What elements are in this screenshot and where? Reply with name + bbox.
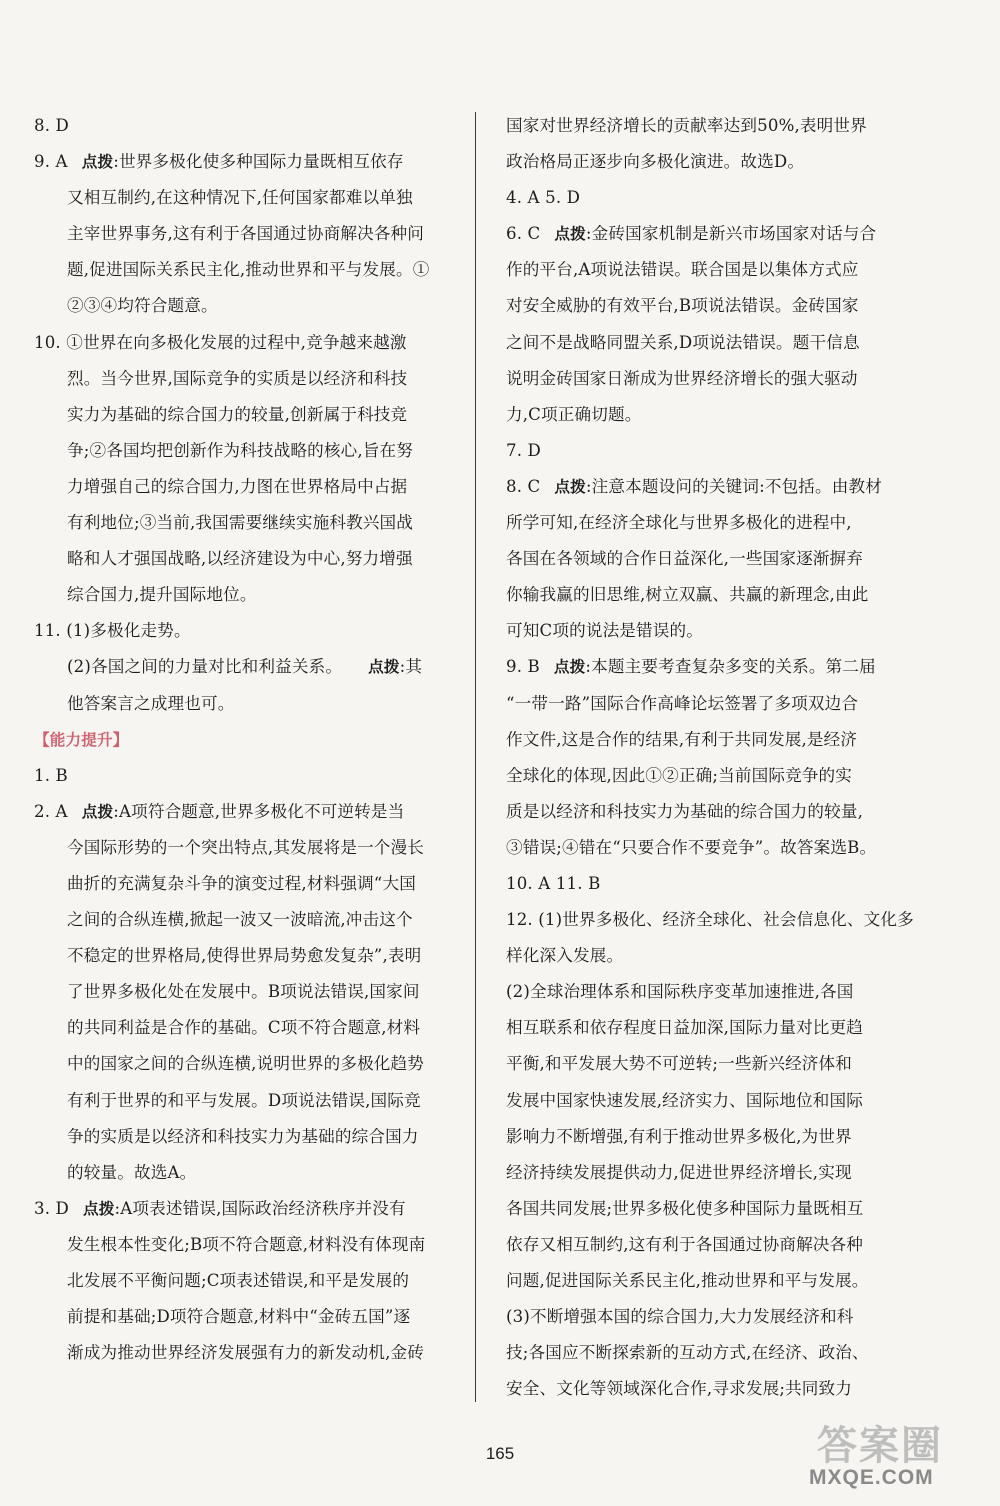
text-line [34, 938, 458, 974]
line-text: 6. C [506, 224, 541, 244]
text-line [506, 1371, 930, 1407]
line-text: (3)不断增强本国的综合国力,大力发展经济和科 [506, 1307, 854, 1327]
line-text: 质是以经济和科技实力为基础的综合国力的较量, [506, 801, 864, 821]
text-line [506, 758, 930, 794]
watermark-site: MXQE.COM [809, 1466, 934, 1489]
line-text: 8. D [34, 116, 70, 135]
text-line [34, 1227, 458, 1263]
text-line [506, 252, 930, 288]
text-line [506, 216, 930, 252]
text-line [34, 1191, 458, 1227]
line-text: 发生根本性变化;B项不符合题意,材料没有体现南 [67, 1234, 426, 1254]
watermark-logo: 答案圈 [817, 1423, 943, 1469]
text-line [34, 1155, 458, 1191]
text-line [506, 1263, 930, 1299]
line-text: 今国际形势的一个突出特点,其发展将是一个漫长 [67, 837, 425, 857]
line-text: 力增强自己的综合国力,力图在世界格局中占据 [67, 476, 408, 496]
text-line [34, 180, 458, 216]
line-text: 2. A [34, 801, 68, 821]
text-line [34, 469, 458, 505]
text-line [34, 686, 458, 722]
line-text: 渐成为推动世界经济发展强有力的新发动机,金砖 [67, 1343, 425, 1363]
text-line [506, 722, 930, 758]
text-line [34, 830, 458, 866]
line-text: 国家对世界经济增长的贡献率达到50%,表明世界 [506, 116, 867, 135]
text-line [34, 397, 458, 433]
line-text: 的较量。故选A。 [67, 1162, 197, 1182]
text-line [34, 252, 458, 288]
text-line [34, 577, 458, 613]
text-line [34, 144, 458, 180]
hint-label: 点拨 [554, 477, 586, 496]
hint-label: 点拨 [83, 1199, 115, 1218]
text-line [34, 541, 458, 577]
line-text-rest: :金砖国家机制是新兴市场国家对话与合 [585, 224, 877, 244]
line-text: 作的平台,A项说法错误。联合国是以集体方式应 [506, 260, 859, 280]
text-line [506, 649, 930, 685]
line-text-rest: :本题主要考查复杂多变的关系。第二届 [585, 657, 876, 677]
text-line [506, 794, 930, 830]
line-text: 各国共同发展;世界多极化使多种国际力量既相互 [506, 1198, 864, 1218]
text-line [506, 361, 930, 397]
text-line [506, 325, 930, 361]
line-text: 样化深入发展。 [506, 946, 624, 966]
line-text: 相互联系和依存程度日益加深,国际力量对比更趋 [506, 1018, 864, 1038]
text-line [34, 361, 458, 397]
line-text: 各国在各领域的合作日益深化,一些国家逐渐摒弃 [506, 549, 864, 569]
text-line [34, 216, 458, 252]
hint-label: 点拨 [368, 658, 400, 677]
text-line [506, 1227, 930, 1263]
text-line [506, 108, 930, 144]
line-text: 的共同利益是合作的基础。C项不符合题意,材料 [67, 1018, 421, 1038]
text-line [506, 1299, 930, 1335]
line-text: 影响力不断增强,有利于推动世界多极化,为世界 [506, 1126, 852, 1146]
line-text: (2)全球治理体系和国际秩序变革加速推进,各国 [506, 982, 854, 1002]
text-line [506, 974, 930, 1010]
text-line [34, 505, 458, 541]
line-text: ③错误;④错在“只要合作不要竞争”。故答案选B。 [506, 837, 877, 857]
line-text: 争的实质是以经济和科技实力为基础的综合国力 [67, 1126, 419, 1146]
line-text-rest: :世界多极化使多种国际力量既相互依存 [113, 152, 404, 172]
text-line [506, 1335, 930, 1371]
text-line [34, 794, 458, 830]
line-text: 依存又相互制约,这有利于各国通过协商解决各种 [506, 1234, 864, 1254]
text-line [506, 902, 930, 938]
text-line [34, 1263, 458, 1299]
text-line [34, 649, 458, 685]
line-text: 烈。当今世界,国际竞争的实质是以经济和科技 [67, 368, 408, 388]
line-text: 8. C [506, 476, 541, 496]
text-line [34, 758, 458, 794]
line-text: 发展中国家快速发展,经济实力、国际地位和国际 [506, 1090, 864, 1110]
line-text: (2)各国之间的力量对比和利益关系。 [67, 657, 343, 677]
text-line [506, 433, 930, 469]
text-line [34, 433, 458, 469]
line-text: “一带一路”国际合作高峰论坛签署了多项双边合 [506, 693, 859, 713]
line-text: 7. D [506, 440, 542, 460]
text-line [34, 613, 458, 649]
line-text: 了世界多极化处在发展中。B项说法错误,国家间 [67, 982, 420, 1002]
line-text: 1. B [34, 765, 68, 785]
line-text: 北发展不平衡问题;C项表述错误,和平是发展的 [67, 1271, 410, 1290]
hint-label: 点拨 [554, 225, 586, 244]
text-line [34, 902, 458, 938]
text-line [506, 541, 930, 577]
text-line [506, 1083, 930, 1119]
text-line [34, 1046, 458, 1082]
text-line [506, 505, 930, 541]
line-text: 9. B [506, 657, 540, 677]
text-line [506, 1010, 930, 1046]
column-divider [475, 112, 476, 1402]
page-number: 165 [485, 1444, 515, 1463]
line-text: ②③④均符合题意。 [67, 296, 218, 316]
line-text-rest: :A项符合题意,世界多极化不可逆转是当 [113, 801, 405, 821]
text-line [506, 180, 930, 216]
line-text: 安全、文化等领域深化合作,寻求发展;共同致力 [506, 1379, 853, 1399]
text-line [34, 974, 458, 1010]
line-text: 曲折的充满复杂斗争的演变过程,材料强调“大国 [67, 873, 416, 893]
text-line [34, 288, 458, 324]
line-text-rest: :其 [399, 657, 423, 677]
line-text: 所学可知,在经济全球化与世界多极化的进程中, [506, 513, 852, 533]
line-text: 对安全威胁的有效平台,B项说法错误。金砖国家 [506, 296, 859, 316]
line-text: 9. A [34, 152, 68, 172]
text-line [506, 144, 930, 180]
section-heading: 【能力提升】 [34, 730, 129, 749]
line-text: 综合国力,提升国际地位。 [67, 585, 257, 605]
right-column [506, 108, 930, 1407]
text-line [34, 1299, 458, 1335]
text-line [506, 866, 930, 902]
line-text: 力,C项正确切题。 [506, 404, 642, 424]
line-text: 争;②各国均把创新作为科技战略的核心,旨在努 [67, 440, 414, 460]
text-line [34, 1010, 458, 1046]
text-line [506, 397, 930, 433]
line-text: 之间不是战略同盟关系,D项说法错误。题干信息 [506, 332, 860, 352]
line-text: 经济持续发展提供动力,促进世界经济增长,实现 [506, 1162, 852, 1182]
line-text: 有利地位;③当前,我国需要继续实施科教兴国战 [67, 513, 414, 533]
text-line [506, 613, 930, 649]
text-line [506, 469, 930, 505]
line-text: 4. A 5. D [506, 188, 581, 208]
line-text: 12. (1)世界多极化、经济全球化、社会信息化、文化多 [506, 910, 914, 930]
text-line [506, 288, 930, 324]
text-line [506, 1119, 930, 1155]
line-text: 问题,促进国际关系民主化,推动世界和平与发展。 [506, 1271, 869, 1290]
line-text-rest: :A项表述错误,国际政治经济秩序并没有 [114, 1198, 406, 1218]
line-text: 他答案言之成理也可。 [67, 693, 235, 713]
hint-label: 点拨 [81, 153, 114, 172]
text-line [506, 1191, 930, 1227]
text-line [506, 1046, 930, 1082]
line-text: 又相互制约,在这种情况下,任何国家都难以单独 [67, 188, 413, 208]
line-text: 前提和基础;D项符合题意,材料中“金砖五国”逐 [67, 1307, 411, 1327]
text-line [34, 722, 458, 758]
line-text: 实力为基础的综合国力的较量,创新属于科技竞 [67, 404, 408, 424]
line-text: 全球化的体现,因此①②正确;当前国际竞争的实 [506, 765, 853, 785]
line-text: 你输我赢的旧思维,树立双赢、共赢的新理念,由此 [506, 585, 869, 605]
text-line [34, 866, 458, 902]
text-line [506, 938, 930, 974]
text-line [34, 1083, 458, 1119]
line-text: 10. A 11. B [506, 873, 601, 893]
line-text: 之间的合纵连横,掀起一波又一波暗流,冲击这个 [67, 910, 413, 930]
left-column [34, 108, 458, 1371]
hint-label: 点拨 [81, 802, 114, 821]
line-text: 10. ①世界在向多极化发展的过程中,竞争越来越激 [34, 332, 407, 352]
hint-label: 点拨 [553, 658, 586, 677]
line-text: 3. D [34, 1198, 70, 1218]
text-line [34, 325, 458, 361]
line-text: 技;各国应不断探索新的互动方式,在经济、政治、 [506, 1343, 869, 1363]
line-text: 略和人才强国战略,以经济建设为中心,努力增强 [67, 549, 413, 569]
line-text: 不稳定的世界格局,使得世界局势愈发复杂”,表明 [67, 946, 422, 966]
text-line [34, 1119, 458, 1155]
text-line [506, 1155, 930, 1191]
text-line [506, 686, 930, 722]
watermark [795, 1414, 995, 1502]
line-text: 可知C项的说法是错误的。 [506, 621, 704, 641]
line-text: 中的国家之间的合纵连横,说明世界的多极化趋势 [67, 1054, 425, 1074]
line-text: 说明金砖国家日渐成为世界经济增长的强大驱动 [506, 368, 858, 388]
text-line [506, 830, 930, 866]
line-text: 11. (1)多极化走势。 [34, 621, 191, 641]
text-line [506, 577, 930, 613]
line-text-rest: :注意本题设问的关键词:不包括。由教材 [585, 476, 883, 496]
line-text: 政治格局正逐步向多极化演进。故选D。 [506, 152, 805, 172]
text-line [34, 1335, 458, 1371]
line-text: 有利于世界的和平与发展。D项说法错误,国际竞 [67, 1090, 421, 1110]
line-text: 题,促进国际关系民主化,推动世界和平与发展。① [67, 260, 430, 280]
line-text: 主宰世界事务,这有利于各国通过协商解决各种问 [67, 224, 425, 244]
text-line [34, 108, 458, 144]
line-text: 作文件,这是合作的结果,有利于共同发展,是经济 [506, 729, 858, 749]
line-text: 平衡,和平发展大势不可逆转;一些新兴经济体和 [506, 1054, 853, 1074]
